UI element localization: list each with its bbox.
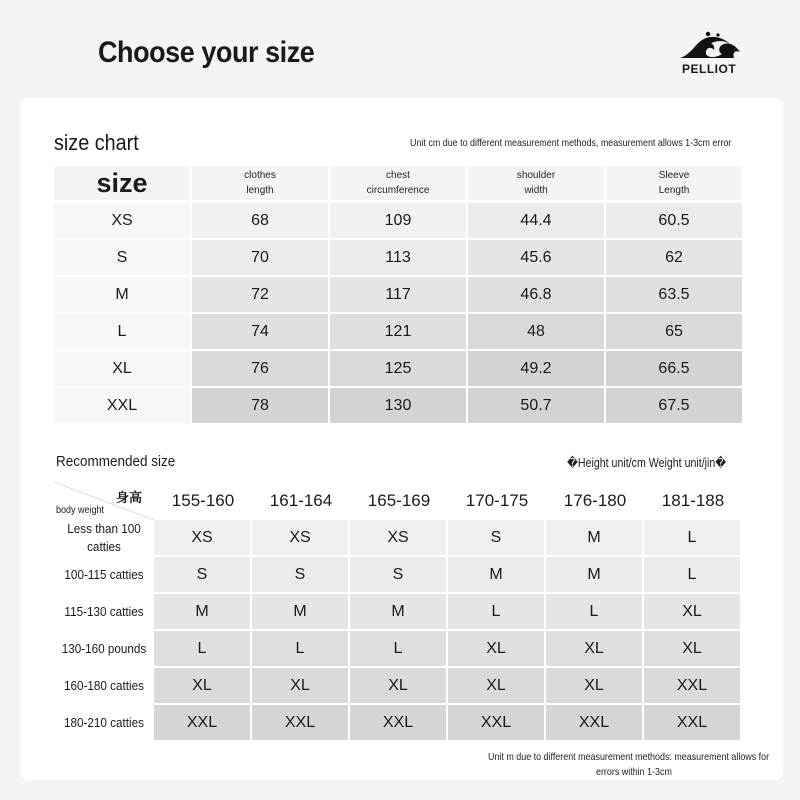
size-value-cell: 49.2 <box>468 351 604 386</box>
size-label: M <box>54 277 190 312</box>
size-value-cell: 45.6 <box>468 240 604 275</box>
size-value-cell: 68 <box>192 203 328 238</box>
recommended-size-cell: M <box>350 594 446 629</box>
size-value-cell: 62 <box>606 240 742 275</box>
recommended-size-cell: XL <box>154 668 250 703</box>
recommended-size-cell: M <box>154 594 250 629</box>
height-range-header: 176-180 <box>546 482 644 520</box>
measurement-header <box>468 166 604 200</box>
size-label: XL <box>54 351 190 386</box>
size-value-cell: 113 <box>330 240 466 275</box>
size-value-cell: 50.7 <box>468 388 604 423</box>
header-line: circumference <box>366 185 430 196</box>
footer-note-line2: errors within 1-3cm <box>596 766 672 778</box>
measurement-header <box>330 166 466 200</box>
recommended-title: Recommended size <box>56 453 176 470</box>
recommended-size-cell: M <box>252 594 348 629</box>
recommended-size-cell: XXL <box>154 705 250 740</box>
size-column-header: size <box>54 166 190 200</box>
weight-range-label: 115-130 catties <box>59 594 149 629</box>
recommended-size-cell: M <box>546 557 642 592</box>
size-value-cell: 66.5 <box>606 351 742 386</box>
recommended-size-cell: XL <box>644 631 740 666</box>
size-label: S <box>54 240 190 275</box>
size-label: XXL <box>54 388 190 423</box>
recommended-size-cell: XL <box>546 631 642 666</box>
height-range-header: 161-164 <box>252 482 350 520</box>
recommended-size-cell: L <box>448 594 544 629</box>
size-value-cell: 44.4 <box>468 203 604 238</box>
size-value-cell: 109 <box>330 203 466 238</box>
size-value-cell: 130 <box>330 388 466 423</box>
recommended-size-cell: L <box>644 520 740 555</box>
recommended-size-cell: XL <box>252 668 348 703</box>
recommended-size-cell: XXL <box>644 705 740 740</box>
size-value-cell: 117 <box>330 277 466 312</box>
page-title: Choose your size <box>98 36 315 69</box>
size-value-cell: 67.5 <box>606 388 742 423</box>
brand-logo <box>676 30 746 78</box>
height-corner-label: 身高 <box>116 490 143 505</box>
weight-range-label: 160-180 catties <box>59 668 149 703</box>
recommended-size-cell: XS <box>154 520 250 555</box>
header-line: width <box>524 185 548 196</box>
weight-range-label: 130-160 pounds <box>59 631 149 666</box>
recommended-size-cell: XXL <box>350 705 446 740</box>
size-value-cell: 60.5 <box>606 203 742 238</box>
logo-text: PELLIOT <box>682 62 737 76</box>
measurement-header <box>606 166 742 200</box>
size-value-cell: 121 <box>330 314 466 349</box>
size-value-cell: 46.8 <box>468 277 604 312</box>
height-range-header: 181-188 <box>644 482 742 520</box>
recommended-size-cell: XXL <box>644 668 740 703</box>
size-chart-title: size chart <box>54 130 139 155</box>
recommended-size-cell: XXL <box>448 705 544 740</box>
recommended-size-cell: XL <box>644 594 740 629</box>
recommended-size-cell: M <box>448 557 544 592</box>
size-value-cell: 74 <box>192 314 328 349</box>
weight-range-label: 100-115 catties <box>59 557 149 592</box>
header-line: Length <box>658 185 690 196</box>
size-value-cell: 48 <box>468 314 604 349</box>
recommended-size-cell: S <box>350 557 446 592</box>
weight-corner-label: body weight <box>56 505 105 516</box>
measurement-header <box>192 166 328 200</box>
header-line: chest <box>386 170 410 181</box>
recommended-size-cell: S <box>252 557 348 592</box>
recommended-size-cell: XL <box>448 631 544 666</box>
recommended-size-cell: XS <box>252 520 348 555</box>
height-range-header: 170-175 <box>448 482 546 520</box>
weight-range-label: Less than 100 catties <box>59 520 149 555</box>
header-line: shoulder <box>516 170 556 181</box>
recommended-size-cell: S <box>154 557 250 592</box>
recommended-unit-note: �Height unit/cm Weight unit/jin� <box>567 456 727 470</box>
recommended-size-cell: L <box>546 594 642 629</box>
size-value-cell: 72 <box>192 277 328 312</box>
size-value-cell: 63.5 <box>606 277 742 312</box>
size-label: L <box>54 314 190 349</box>
recommended-size-cell: L <box>644 557 740 592</box>
size-value-cell: 76 <box>192 351 328 386</box>
recommended-size-cell: XXL <box>546 705 642 740</box>
recommended-size-cell: XXL <box>252 705 348 740</box>
recommended-size-cell: L <box>252 631 348 666</box>
height-range-header: 165-169 <box>350 482 448 520</box>
size-value-cell: 65 <box>606 314 742 349</box>
header-line: length <box>246 185 274 196</box>
recommended-size-cell: S <box>448 520 544 555</box>
footer-note-line1: Unit m due to different measurement methods: measurement allows for <box>488 751 770 763</box>
recommended-size-cell: L <box>154 631 250 666</box>
size-value-cell: 70 <box>192 240 328 275</box>
size-value-cell: 125 <box>330 351 466 386</box>
size-chart-note: Unit cm due to different measurement methods, measurement allows 1-3cm error <box>410 137 732 149</box>
corner-divider <box>54 482 154 520</box>
recommended-size-cell: M <box>546 520 642 555</box>
wave-icon <box>678 30 742 60</box>
size-value-cell: 78 <box>192 388 328 423</box>
header-line: Sleeve <box>658 170 690 181</box>
recommended-size-cell: XL <box>350 668 446 703</box>
recommended-size-cell: XL <box>546 668 642 703</box>
size-label: XS <box>54 203 190 238</box>
recommended-size-cell: XS <box>350 520 446 555</box>
weight-range-label: 180-210 catties <box>59 705 149 740</box>
recommended-size-cell: XL <box>448 668 544 703</box>
height-range-header: 155-160 <box>154 482 252 520</box>
recommended-size-cell: L <box>350 631 446 666</box>
header-line: clothes <box>244 170 276 181</box>
